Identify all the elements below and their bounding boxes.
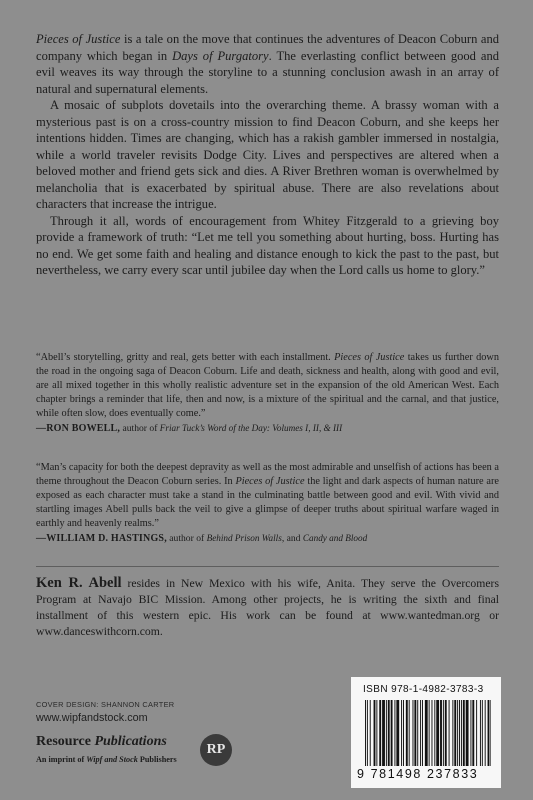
blurb-paragraph-3: Through it all, words of encouragement from Whitey Fitzgerald to a grieving boy provide a framework of truth: “Let me tell you something about hurting, boss. Hurting has no end. We get some faith and healing and distance enough to kick the past to the past, but nevertheless, we carry every scar until jubilee day when the Lord calls us home to glory.” (36, 213, 499, 277)
endorsement-text-part: takes us further down the road in the ongoing saga of Deacon Coburn. Life and death, sickness and health, along with good and evil, are all mixed together in this wholly realistic adventure set in the expansion of the old American West. Each chapter brings a reminder that life, then and now, is a mixture of the spiritual and the carnal, and that justice, while often slow, does eventually come.” (36, 352, 499, 419)
barcode-bar (440, 700, 442, 766)
endorsement-attribution (36, 422, 499, 436)
isbn-barcode (351, 677, 501, 788)
barcode-bar (425, 700, 428, 766)
barcode-bar (476, 700, 477, 766)
blurb-paragraph-2: A mosaic of subplots dovetails into the overarching theme. A brassy woman with a mysterious past is on a cross-country mission to find Deacon Coburn, and she keeps her intentions hidden. Times are changing, which has a rakish gambler immersed in nostalgia, while a world traveler revisits Dodge City. Lives and perspectives are altered when a beloved mother and friend gets sick and dies. A River Brethren woman is overwhelmed by melancholia that is exacerbated by spiritual abuse. There are also revelations about characters that increase the intrigue. (36, 98, 499, 211)
barcode-bar (461, 700, 462, 766)
barcode-bars (365, 700, 491, 766)
barcode-bar (367, 700, 368, 766)
barcode-bar (396, 700, 399, 766)
barcode-bar (488, 700, 490, 766)
barcode-bar (370, 700, 371, 766)
endorsement-book-title: Pieces of Justice (334, 352, 405, 363)
endorser-work: Friar Tuck’s Word of the Day: Volumes I, II, & III (159, 422, 343, 433)
barcode-bar (374, 700, 376, 766)
barcode-bar (417, 700, 418, 766)
isbn-number: ISBN 978-1-4982-3783-3 (363, 684, 484, 695)
rp-logo-icon: RP (200, 734, 232, 766)
barcode-bar (452, 700, 453, 766)
barcode-bar (459, 700, 460, 766)
endorsement-text (36, 461, 499, 531)
barcode-bar (422, 700, 423, 766)
barcode-bar (466, 700, 469, 766)
barcode-bar (485, 700, 486, 766)
barcode-bar (406, 700, 408, 766)
blurb-text: is a tale on the move that continues the adventures of Deacon Coburn and company which began in (36, 32, 500, 63)
barcode-bar (413, 700, 414, 766)
barcode-bar (391, 700, 393, 766)
barcode-bar (480, 700, 481, 766)
barcode-bar (403, 700, 404, 766)
blurb-paragraph-1 (36, 31, 499, 97)
barcode-bar (434, 700, 435, 766)
barcode-digits: 9 781498 237833 (357, 767, 479, 781)
barcode-bar (457, 700, 458, 766)
blurb-text: . The everlasting conflict between good and evil weaves its way through the storyline to a stunning conclusion awash in an array of natural and supernatural elements. (36, 48, 499, 96)
endorsement-text-part: “Man’s capacity for both the deepest depravity as well as the most admirable and unselfish of actions has been a theme throughout the Deacon Coburn series. In (36, 462, 499, 488)
endorsement-attribution (36, 532, 499, 546)
barcode-bar (432, 700, 433, 766)
imprint-part: Wipf and Stock (86, 755, 138, 764)
endorser-work: Behind Prison Walls (206, 532, 282, 543)
book-title: Pieces of Justice (36, 32, 121, 46)
endorser-name: —RON BOWELL, (36, 422, 121, 434)
barcode-bar (463, 700, 465, 766)
author-name: Ken R. Abell (36, 575, 122, 591)
endorsements (36, 351, 499, 546)
barcode-bar (365, 700, 366, 766)
endorser-work: Candy and Blood (302, 532, 368, 543)
barcode-bar (386, 700, 387, 766)
barcode-bar (382, 700, 385, 766)
endorser-name: —WILLIAM D. HASTINGS, (36, 532, 167, 544)
endorsement-text-part: “Abell’s storytelling, gritty and real, gets better with each installment. (36, 352, 335, 363)
barcode-bar (443, 700, 444, 766)
previous-book-title: Days of Purgatory (172, 48, 269, 63)
publisher-website: www.wipfandstock.com (36, 712, 148, 724)
divider (36, 566, 499, 567)
barcode-bar (379, 700, 381, 766)
barcode-bar (436, 700, 439, 766)
barcode-bar (490, 700, 491, 766)
barcode-bar (401, 700, 402, 766)
barcode-bar (429, 700, 430, 766)
endorser-role: author of (166, 532, 207, 544)
barcode-bar (414, 700, 416, 766)
publisher-imprint (36, 755, 177, 764)
endorsement-text (36, 351, 499, 421)
barcode-bar (482, 700, 483, 766)
publisher-name (36, 734, 167, 750)
barcode-bar (454, 700, 456, 766)
endorser-role: author of (120, 422, 160, 434)
barcode-bar (420, 700, 421, 766)
barcode-bar (388, 700, 390, 766)
endorsement-text-part: the light and dark aspects of human nature are exposed as each character must take a stand in the culminating battle between good and evil. With vivid and startling images Abell pulls back the veil to give a glimpse of deeper truths about spiritual warfare waged in earthly and heavenly realms.” (36, 476, 499, 530)
publisher-logo (36, 734, 276, 778)
barcode-bar (409, 700, 410, 766)
publisher-name-part: Resource (36, 734, 95, 749)
barcode-bar (394, 700, 395, 766)
barcode-bar (470, 700, 471, 766)
imprint-part: An imprint of (36, 755, 87, 764)
endorsement-bowell (36, 351, 499, 435)
imprint-part: Publishers (137, 755, 177, 764)
barcode-bar (376, 700, 377, 766)
endorsement-book-title: Pieces of Justice (235, 476, 305, 488)
barcode-bar (472, 700, 474, 766)
author-bio (36, 575, 499, 640)
publisher-name-part: Publications (94, 734, 167, 749)
barcode-bar (449, 700, 450, 766)
endorsement-hastings (36, 461, 499, 545)
author-bio-text: resides in New Mexico with his wife, Anita. They serve the Overcomers Program at Navajo BIC Mission. Among other projects, he is writing the sixth and final installment of this western epic. His work can be found at www.wantedman.org or www.danceswithcorn.com. (36, 577, 499, 638)
cover-blurb (36, 31, 499, 279)
cover-design-credit: COVER DESIGN: SHANNON CARTER (36, 700, 175, 709)
barcode-bar (445, 700, 447, 766)
endorser-conjunction: , and (281, 532, 303, 544)
